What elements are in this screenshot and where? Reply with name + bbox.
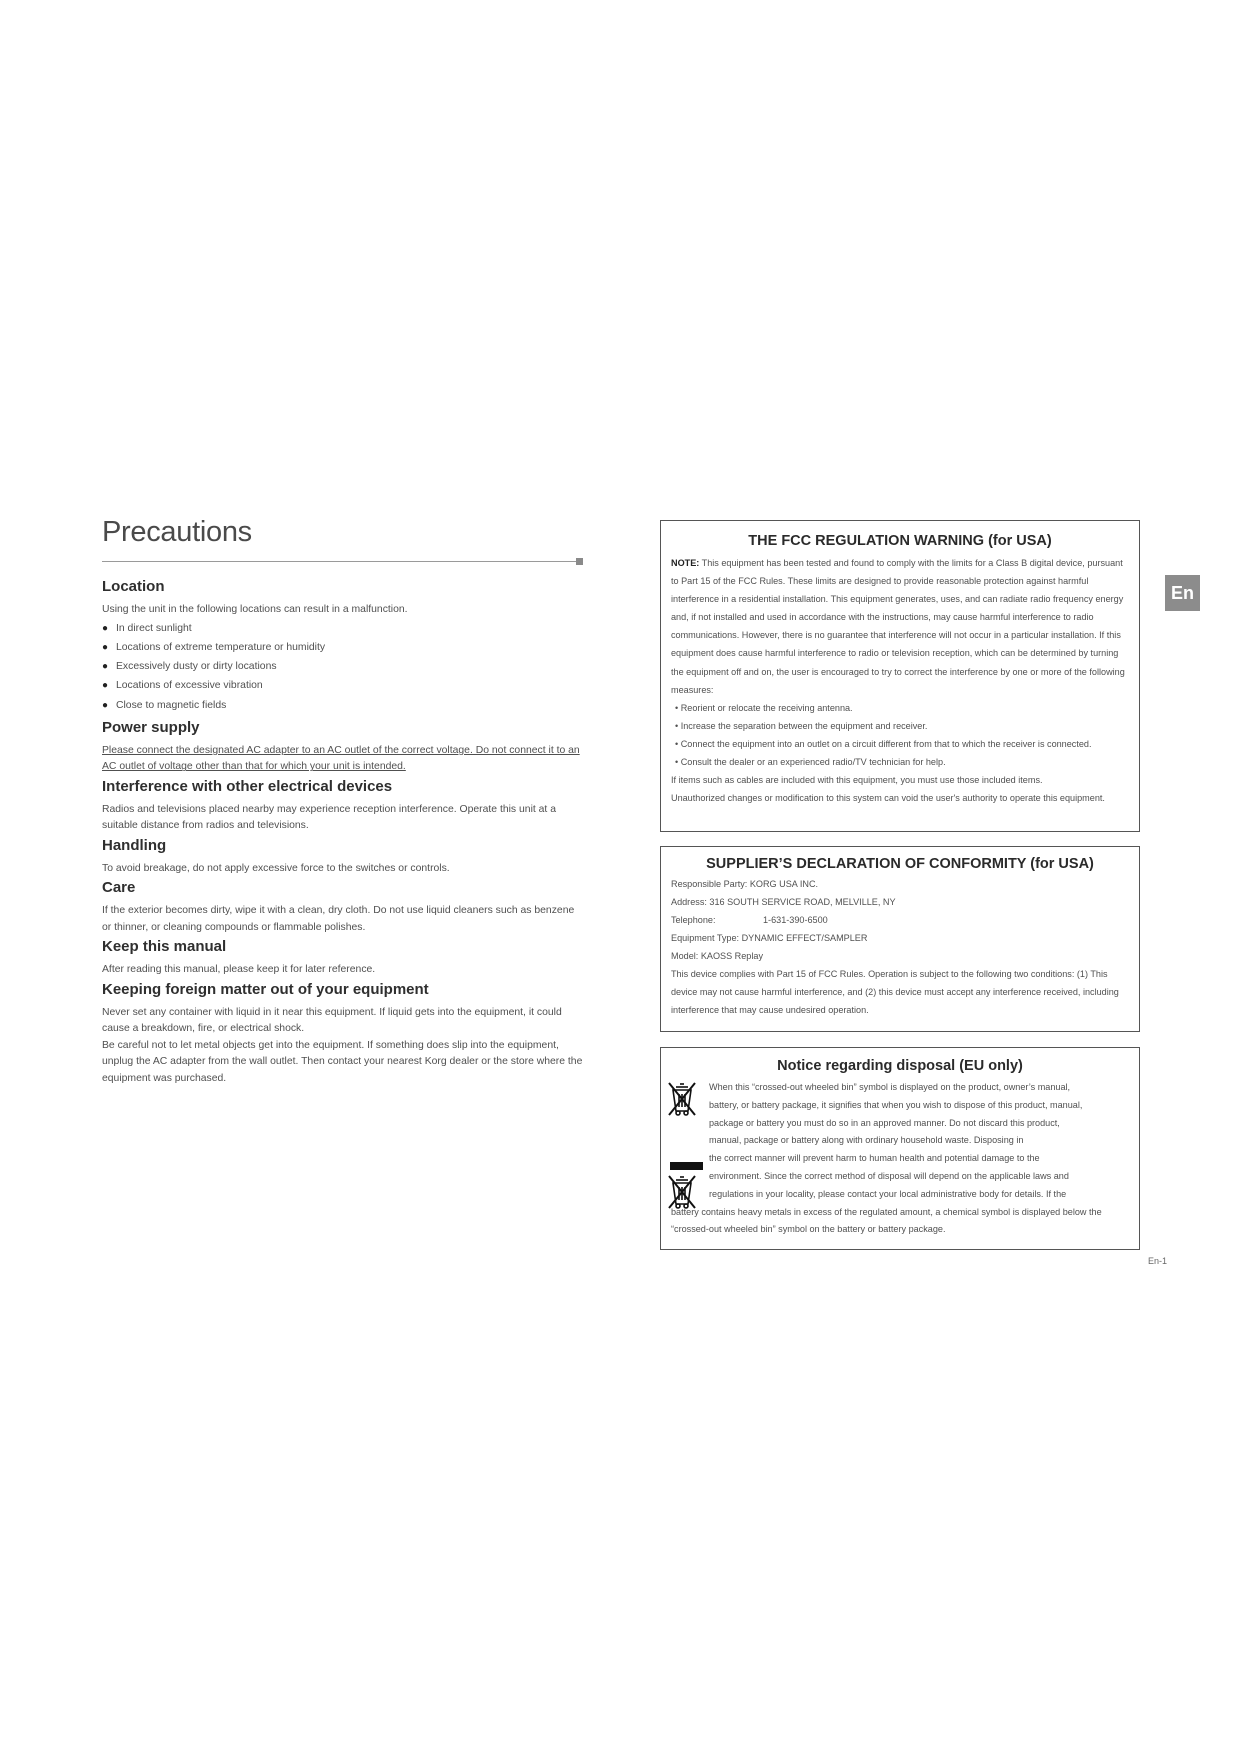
disposal-line: When this “crossed-out wheeled bin” symbol is displayed on the product, owner’s manual,: [709, 1082, 1071, 1092]
page-number: En-1: [1148, 1256, 1168, 1266]
disposal-line: battery, or battery package, it signifies that when you wish to dispose of this product, manual,: [709, 1099, 1083, 1110]
note-label: NOTE:: [671, 558, 700, 568]
section-heading: Keep this manual: [102, 938, 227, 956]
list-item: ● Excessively dusty or dirty locations: [102, 657, 584, 676]
list-item: ● In direct sunlight: [102, 619, 584, 638]
unauthorized-note: Unauthorized changes or modification to this system can void the user's authority to operate this equipment.: [671, 793, 1105, 804]
disposal-line: manual, package or battery along with ordinary household waste. Disposing in: [709, 1135, 1024, 1146]
section-text: Radios and televisions placed nearby may experience reception interference. Operate this unit at a suitable distance from radios and televisions.: [102, 803, 556, 832]
section-keep-manual: [102, 938, 584, 979]
list-item: ● Close to magnetic fields: [102, 696, 584, 715]
telephone-number: 1-631-390-6500: [763, 915, 828, 925]
section-text: If the exterior becomes dirty, wipe it with a clean, dry cloth. Do not use liquid cleaners such as benzene or thinner, or cleaning compounds or flammable polishes.: [102, 905, 575, 933]
bin-underline-bar: [670, 1162, 703, 1170]
compliance-text: This device complies with Part 15 of FCC Rules. Operation is subject to the following two conditions: (1) This device may not cause harmful interference, and (2) this device must accept any interference received, including interference that may cause undesired operation.: [671, 969, 1119, 1015]
section-handling: [102, 837, 584, 878]
list-item: ● Locations of excessive vibration: [102, 676, 584, 695]
section-text: Be careful not to let metal objects get into the equipment. If something does slip into the equipment, unplug the AC adapter from the wall outlet. Then contact your nearest Korg dealer or the store where the equipment was purchased.: [102, 1039, 583, 1084]
box-title: THE FCC REGULATION WARNING (for USA): [748, 533, 1052, 549]
fcc-note: [671, 554, 1129, 699]
measure-item: • Consult the dealer or an experienced radio/TV technician for help.: [675, 757, 946, 768]
cables-note: If items such as cables are included with this equipment, you must use those included items.: [671, 775, 1043, 786]
section-intro: Using the unit in the following locations can result in a malfunction.: [102, 604, 408, 615]
list-item: ● Locations of extreme temperature or humidity: [102, 638, 584, 657]
measure-item: • Reorient or relocate the receiving antenna.: [675, 702, 853, 713]
responsible-party: Responsible Party: KORG USA INC.: [671, 879, 819, 889]
crossed-out-wheeled-bin-icon: [667, 1174, 697, 1210]
address: Address: 316 SOUTH SERVICE ROAD, MELVILLE, NY: [671, 897, 896, 907]
equipment-type: Equipment Type: DYNAMIC EFFECT/SAMPLER: [671, 933, 868, 943]
section-foreign-matter: [102, 981, 584, 1088]
section-heading: Location: [102, 578, 165, 595]
fcc-warning-box: [660, 520, 1140, 832]
measure-item: • Increase the separation between the equipment and receiver.: [675, 720, 928, 731]
disposal-notice-box: [660, 1047, 1140, 1250]
section-heading: Power supply: [102, 718, 200, 736]
precautions-column: [102, 516, 584, 1087]
section-interference: [102, 778, 584, 835]
section-text: Please connect the designated AC adapter to an AC outlet of the correct voltage. Do not connect it to an AC outlet of voltage other than that for which your unit is intended.: [102, 744, 580, 773]
measure-item: • Connect the equipment into an outlet on a circuit different from that to which the receiver is connected.: [675, 738, 1092, 749]
note-text: This equipment has been tested and found to comply with the limits for a Class B digital device, pursuant to Part 15 of the FCC Rules. These limits are designed to provide reasonable protection against harmful interference in a residential installation. This equipment generates, uses, and can radiate radio frequency energy and, if not installed and used in accordance with the instructions, may cause harmful interference to radio communications. However, there is no guarantee that interference will not occur in a particular installation. If this equipment does cause harmful interference to radio or television reception, which can be determined by turning the equipment off and on, the user is encouraged to try to correct the interference by one or more of the following measures:: [671, 558, 1125, 695]
telephone: [671, 911, 1129, 929]
disposal-line: package or battery you must do so in an approved manner. Do not discard this product,: [709, 1117, 1060, 1128]
box-title: SUPPLIER’S DECLARATION OF CONFORMITY (for USA): [706, 856, 1094, 872]
supplier-declaration-box: [660, 846, 1140, 1032]
section-heading: Handling: [102, 836, 167, 854]
title-divider: [102, 561, 577, 562]
section-text: After reading this manual, please keep it for later reference.: [102, 964, 376, 976]
page-title: Precautions: [102, 516, 252, 548]
section-heading: Keeping foreign matter out of your equipment: [102, 980, 429, 998]
section-power-supply: [102, 719, 584, 776]
language-tab: En: [1165, 575, 1200, 611]
divider-end-square: [576, 558, 583, 565]
disposal-line: environment. Since the correct method of disposal will depend on the applicable laws and: [709, 1170, 1069, 1181]
section-location: [102, 578, 584, 715]
model: Model: KAOSS Replay: [671, 951, 763, 961]
disposal-line: regulations in your locality, please contact your local administrative body for details. If the: [709, 1188, 1067, 1199]
disposal-line: the correct manner will prevent harm to human health and potential damage to the: [709, 1153, 1040, 1164]
crossed-out-wheeled-bin-icon: [667, 1081, 697, 1117]
section-heading: Care: [102, 879, 136, 897]
section-care: [102, 879, 584, 936]
location-list: [102, 619, 584, 715]
section-heading: Interference with other electrical devices: [102, 777, 393, 795]
section-text: To avoid breakage, do not apply excessive force to the switches or controls.: [102, 862, 450, 874]
section-text: Never set any container with liquid in it near this equipment. If liquid gets into the equipment, it could cause a breakdown, fire, or electrical shock.: [102, 1006, 562, 1035]
box-title: Notice regarding disposal (EU only): [777, 1058, 1023, 1074]
disposal-tail: battery contains heavy metals in excess of the regulated amount, a chemical symbol is displayed below the “crossed-out wheeled bin” symbol on the battery or battery package.: [671, 1206, 1102, 1235]
telephone-label: Telephone:: [671, 915, 716, 925]
